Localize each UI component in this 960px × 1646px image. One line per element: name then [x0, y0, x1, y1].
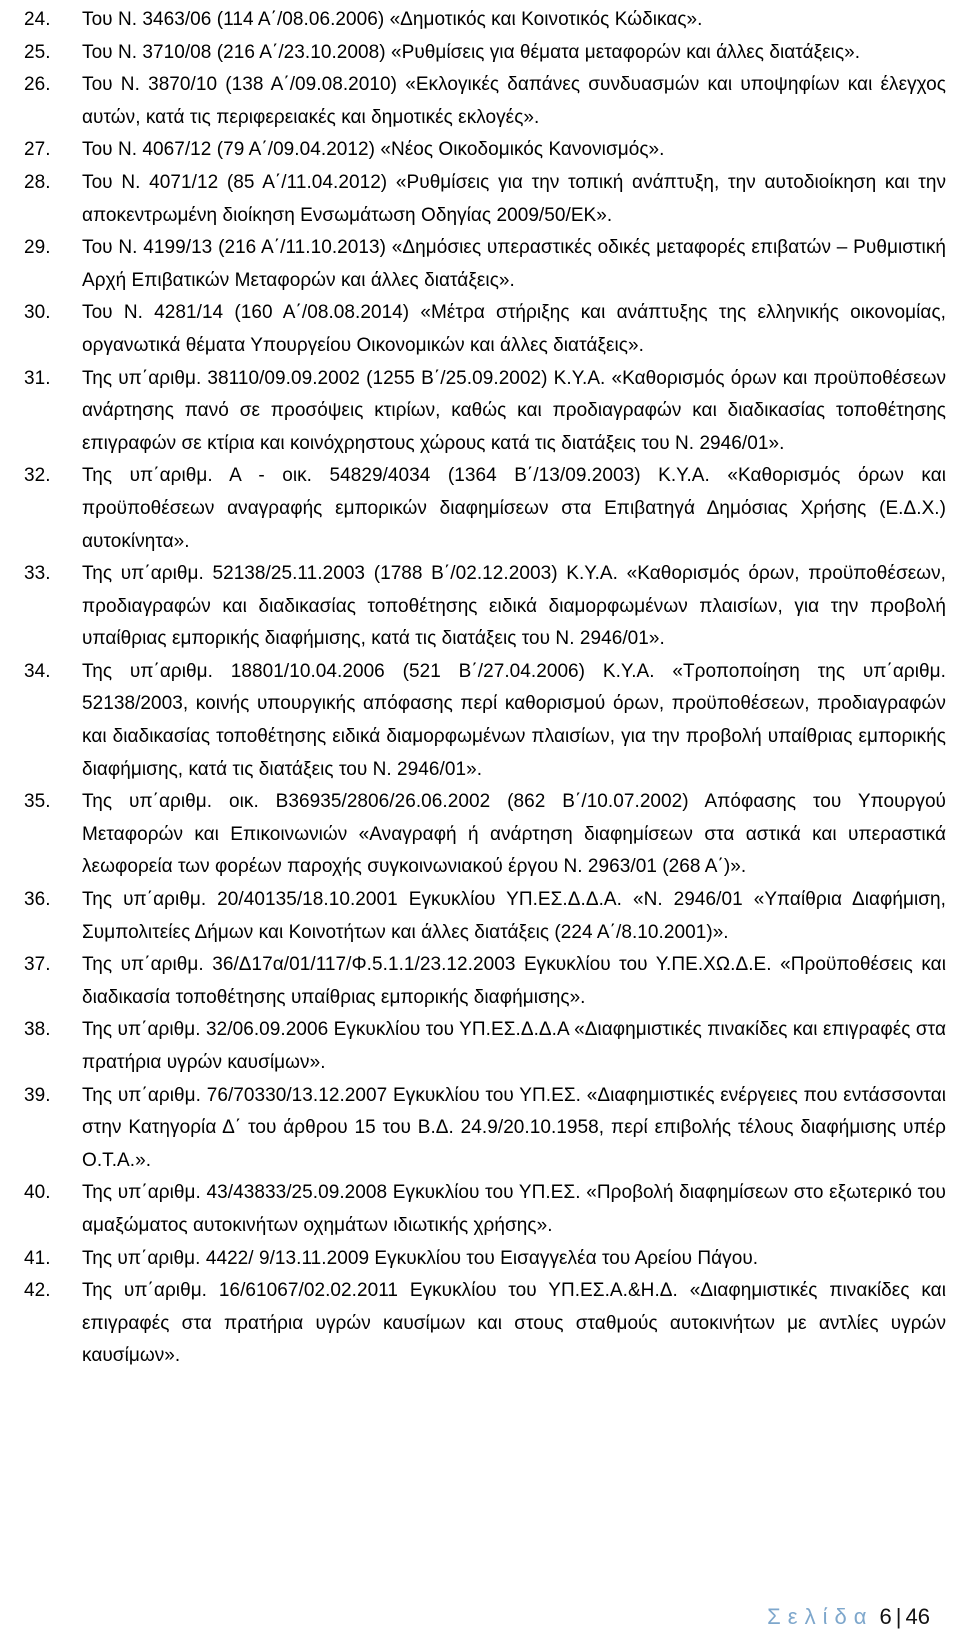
list-item: [24, 558, 946, 656]
item-text: Του Ν. 3463/06 (114 Α΄/08.06.2006) «Δημοτικός και Κοινοτικός Κώδικας».: [82, 9, 703, 30]
page-number: 6: [879, 1604, 892, 1629]
item-text: Της υπ΄αριθμ. οικ. Β36935/2806/26.06.2002 (862 Β΄/10.07.2002) Απόφασης του Υπουργού Μεταφορών και Επικοινωνιών «Αναγραφή ή ανάρτηση διαφημίσεων στα αστικά και υπεραστικά λεωφορεία των φορέων παροχής συγκοινωνιακού έργου Ν. 2963/01 (268 Α΄)».: [82, 791, 946, 878]
item-number: 26.: [24, 74, 51, 96]
item-text: Της υπ΄αριθμ. 76/70330/13.12.2007 Εγκυκλίου του ΥΠ.ΕΣ. «Διαφημιστικές ενέργειες που εντάσσονται στην Κατηγορία Δ΄ του άρθρου 15 του Β.Δ. 24.9/20.10.1958, περί επιβολής τέλους διαφήμισης υπέρ Ο.Τ.Α.».: [82, 1084, 946, 1171]
item-number: 34.: [24, 660, 51, 682]
page-label: Σελίδα: [767, 1604, 874, 1629]
list-item: [24, 167, 946, 232]
item-text: Της υπ΄αριθμ. 16/61067/02.02.2011 Εγκυκλίου του ΥΠ.ΕΣ.Α.&Η.Δ. «Διαφημιστικές πινακίδες και επιγραφές στα πρατήρια υγρών καυσίμων και στους σταθμούς αυτοκινήτων με αντλίες υγρών καυσίμων».: [82, 1280, 946, 1367]
list-item: [24, 884, 946, 949]
list-item: [24, 1177, 946, 1242]
list-item: [24, 786, 946, 884]
list-item: [24, 232, 946, 297]
list-item: [24, 363, 946, 461]
item-number: 28.: [24, 171, 51, 193]
item-text: Του Ν. 4067/12 (79 Α΄/09.04.2012) «Νέος Οικοδομικός Κανονισμός».: [82, 139, 665, 161]
item-number: 31.: [24, 367, 51, 389]
item-text: Της υπ΄αριθμ. Α - οικ. 54829/4034 (1364 Β΄/13/09.2003) Κ.Υ.Α. «Καθορισμός όρων και προϋποθέσεων αναγραφής εμπορικών διαφημίσεων στα Επιβατηγά Δημόσιας Χρήσης (Ε.Δ.Χ.) αυτοκίνητα».: [82, 465, 946, 552]
item-number: 24.: [24, 9, 51, 30]
item-number: 32.: [24, 465, 51, 487]
item-text: Της υπ΄αριθμ. 43/43833/25.09.2008 Εγκυκλίου του ΥΠ.ΕΣ. «Προβολή διαφημίσεων στο εξωτερικό του αμαξώματος αυτοκινήτων οχημάτων ιδιωτικής χρήσης».: [82, 1182, 946, 1236]
item-text: Του Ν. 3710/08 (216 Α΄/23.10.2008) «Ρυθμίσεις για θέματα μεταφορών και άλλες διατάξεις».: [82, 41, 861, 63]
item-number: 38.: [24, 1019, 51, 1041]
list-item: [24, 1080, 946, 1178]
item-number: 36.: [24, 889, 51, 911]
list-item: [24, 1243, 946, 1276]
item-text: Του Ν. 4199/13 (216 Α΄/11.10.2013) «Δημόσιες υπεραστικές οδικές μεταφορές επιβατών – Ρυθμιστική Αρχή Επιβατικών Μεταφορών και άλλες διατάξεις».: [82, 237, 946, 291]
list-item: [24, 1014, 946, 1079]
list-item: [24, 460, 946, 558]
page-footer: [767, 1602, 930, 1632]
item-number: 27.: [24, 139, 51, 161]
list-item: [24, 37, 946, 70]
list-item: [24, 1275, 946, 1373]
total-pages: 46: [905, 1604, 930, 1629]
list-item: [24, 656, 946, 786]
item-number: 42.: [24, 1280, 51, 1302]
item-text: Της υπ΄αριθμ. 38110/09.09.2002 (1255 Β΄/25.09.2002) Κ.Υ.Α. «Καθορισμός όρων και προϋποθέσεων ανάρτησης πανό σε προσόψεις κτιρίων, καθώς και προδιαγραφών και διαδικασίας τοποθέτησης επιγραφών σε κτίρια και κοινόχρηστους χώρους κατά τις διατάξεις του Ν. 2946/01».: [82, 367, 946, 454]
item-text: Της υπ΄αριθμ. 4422/ 9/13.11.2009 Εγκυκλίου του Εισαγγελέα του Αρείου Πάγου.: [82, 1247, 759, 1269]
item-number: 30.: [24, 302, 51, 324]
document-page: [24, 4, 946, 1373]
item-text: Του Ν. 3870/10 (138 Α΄/09.08.2010) «Εκλογικές δαπάνες συνδυασμών και υποψηφίων και έλεγχος αυτών, κατά τις περιφερειακές και δημοτικές εκλογές».: [82, 74, 946, 128]
item-text: Της υπ΄αριθμ. 20/40135/18.10.2001 Εγκυκλίου ΥΠ.ΕΣ.Δ.Δ.Α. «Ν. 2946/01 «Υπαίθρια Διαφήμιση, Συμπολιτείες Δήμων και Κοινοτήτων και άλλες διατάξεις (224 Α΄/8.10.2001)».: [82, 889, 946, 943]
list-item: [24, 4, 946, 37]
item-text: Της υπ΄αριθμ. 52138/25.11.2003 (1788 Β΄/02.12.2003) Κ.Υ.Α. «Καθορισμός όρων, προϋποθέσεων, προδιαγραφών και διαδικασίας τοποθέτησης ειδικά διαμορφωμένων πλαισίων, για την προβολή υπαίθριας εμπορικής διαφήμισης, κατά τις διατάξεις του Ν. 2946/01».: [82, 563, 946, 650]
list-item: [24, 134, 946, 167]
item-text: Της υπ΄αριθμ. 18801/10.04.2006 (521 Β΄/27.04.2006) Κ.Υ.Α. «Τροποποίηση της υπ΄αριθμ. 52138/2003, κοινής υπουργικής απόφασης περί καθορισμού όρων, προϋποθέσεων, προδιαγραφών και διαδικασίας τοποθέτησης ειδικά διαμορφωμένων πλαισίων, για την προβολή υπαίθριας εμπορικής διαφήμισης, κατά τις διατάξεις του Ν. 2946/01».: [82, 660, 946, 780]
item-number: 35.: [24, 791, 51, 813]
list-item: [24, 949, 946, 1014]
list-item: [24, 297, 946, 362]
item-text: Της υπ΄αριθμ. 32/06.09.2006 Εγκυκλίου του ΥΠ.ΕΣ.Δ.Δ.Α «Διαφημιστικές πινακίδες και επιγραφές στα πρατήρια υγρών καυσίμων».: [82, 1019, 946, 1073]
item-number: 41.: [24, 1247, 51, 1269]
list-item: [24, 69, 946, 134]
item-text: Της υπ΄αριθμ. 36/Δ17α/01/117/Φ.5.1.1/23.12.2003 Εγκυκλίου του Υ.ΠΕ.ΧΩ.Δ.Ε. «Προϋποθέσεις και διαδικασία τοποθέτησης υπαίθριας εμπορικής διαφήμισης».: [82, 954, 946, 1008]
item-text: Του Ν. 4281/14 (160 Α΄/08.08.2014) «Μέτρα στήριξης και ανάπτυξης της ελληνικής οικονομίας, οργανωτικά θέματα Υπουργείου Οικονομικών και άλλες διατάξεις».: [82, 302, 946, 356]
item-number: 39.: [24, 1084, 51, 1106]
item-number: 33.: [24, 563, 51, 585]
item-text: Του Ν. 4071/12 (85 Α΄/11.04.2012) «Ρυθμίσεις για την τοπική ανάπτυξη, την αυτοδιοίκηση και την αποκεντρωμένη διοίκηση Ενσωμάτωση Οδηγίας 2009/50/ΕΚ».: [82, 171, 946, 226]
item-number: 40.: [24, 1182, 51, 1204]
reference-list: [24, 4, 946, 1373]
item-number: 37.: [24, 954, 51, 976]
item-number: 25.: [24, 41, 51, 63]
page-separator: |: [895, 1604, 902, 1629]
item-number: 29.: [24, 237, 51, 259]
